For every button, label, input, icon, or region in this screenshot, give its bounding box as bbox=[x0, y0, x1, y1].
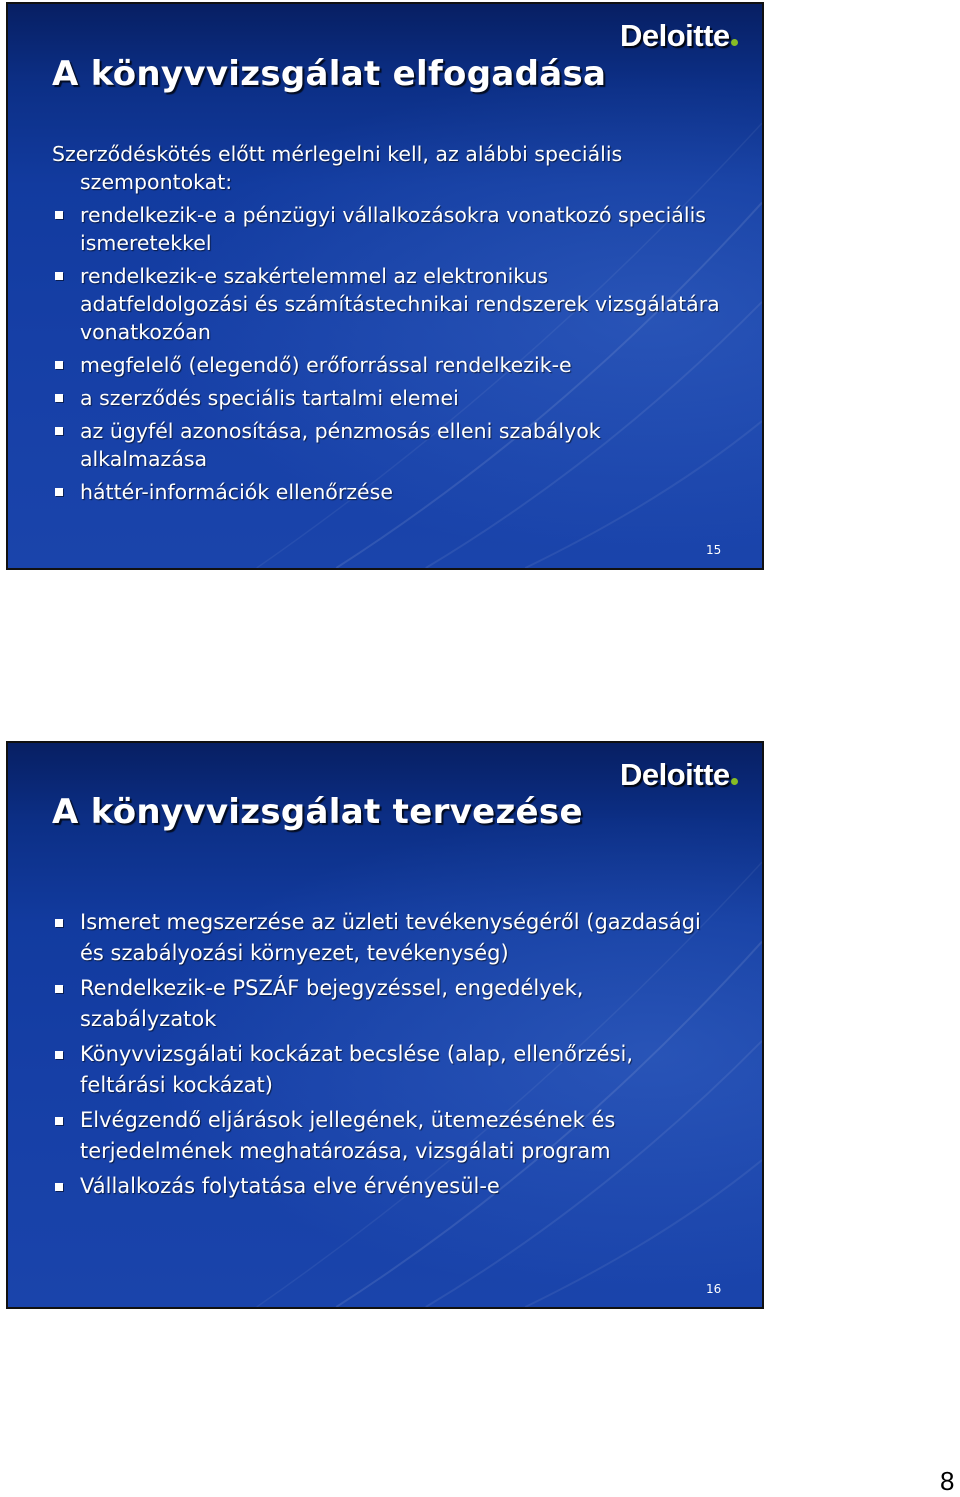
list-item bbox=[52, 1105, 722, 1167]
slide-number: 15 bbox=[706, 543, 722, 557]
square-bullet-icon bbox=[55, 1183, 63, 1191]
list-item bbox=[52, 478, 722, 506]
slide-15 bbox=[6, 2, 764, 570]
list-item-text: Vállalkozás folytatása elve érvényesül-e bbox=[80, 1174, 500, 1198]
square-bullet-icon bbox=[55, 361, 63, 369]
square-bullet-icon bbox=[55, 1117, 63, 1125]
square-bullet-icon bbox=[55, 985, 63, 993]
square-bullet-icon bbox=[55, 427, 63, 435]
list-item-text: Ismeret megszerzése az üzleti tevékenységéről (gazdasági és szabályozási környezet, tevékenység) bbox=[80, 910, 701, 965]
list-item bbox=[52, 201, 722, 257]
slide-content bbox=[52, 140, 722, 511]
list-item-text: az ügyfél azonosítása, pénzmosás elleni szabályok alkalmazása bbox=[80, 419, 601, 471]
list-item-text: Elvégzendő eljárások jellegének, ütemezésének és terjedelmének meghatározása, vizsgálati program bbox=[80, 1108, 616, 1163]
list-item bbox=[52, 973, 722, 1035]
list-item-text: rendelkezik-e szakértelemmel az elektronikus adatfeldolgozási és számítástechnikai rendszerek vizsgálatára vonatkozóan bbox=[80, 264, 720, 344]
slide-content bbox=[52, 907, 722, 1206]
list-item bbox=[52, 351, 722, 379]
slide-title: A könyvvizsgálat elfogadása bbox=[52, 54, 607, 94]
deloitte-logo bbox=[620, 757, 738, 793]
logo-dot-icon bbox=[731, 778, 738, 785]
intro-text: Szerződéskötés előtt mérlegelni kell, az alábbi speciális szempontokat: bbox=[52, 142, 623, 194]
square-bullet-icon bbox=[55, 211, 63, 219]
square-bullet-icon bbox=[55, 272, 63, 280]
list-item-text: a szerződés speciális tartalmi elemei bbox=[80, 386, 459, 410]
square-bullet-icon bbox=[55, 919, 63, 927]
list-item-text: Rendelkezik-e PSZÁF bejegyzéssel, engedélyek, szabályzatok bbox=[80, 976, 584, 1031]
square-bullet-icon bbox=[55, 1051, 63, 1059]
square-bullet-icon bbox=[55, 488, 63, 496]
logo-text: Deloitte bbox=[620, 757, 730, 792]
list-item bbox=[52, 907, 722, 969]
logo-text: Deloitte bbox=[620, 18, 730, 53]
list-item-text: rendelkezik-e a pénzügyi vállalkozásokra vonatkozó speciális ismeretekkel bbox=[80, 203, 706, 255]
list-item bbox=[52, 262, 722, 346]
list-item bbox=[52, 417, 722, 473]
square-bullet-icon bbox=[55, 394, 63, 402]
bullet-list bbox=[52, 907, 722, 1202]
list-item bbox=[52, 1171, 722, 1202]
slide-number: 16 bbox=[706, 1282, 722, 1296]
list-item bbox=[52, 384, 722, 412]
slide-16 bbox=[6, 741, 764, 1309]
page-number: 8 bbox=[940, 1466, 955, 1496]
list-item-text: Könyvvizsgálati kockázat becslése (alap, ellenőrzési, feltárási kockázat) bbox=[80, 1042, 634, 1097]
list-item bbox=[52, 1039, 722, 1101]
list-item-text: háttér-információk ellenőrzése bbox=[80, 480, 393, 504]
logo-dot-icon bbox=[731, 39, 738, 46]
slide-title: A könyvvizsgálat tervezése bbox=[52, 792, 583, 832]
bullet-list bbox=[52, 201, 722, 506]
list-item-text: megfelelő (elegendő) erőforrással rendelkezik-e bbox=[80, 353, 572, 377]
deloitte-logo bbox=[620, 18, 738, 54]
